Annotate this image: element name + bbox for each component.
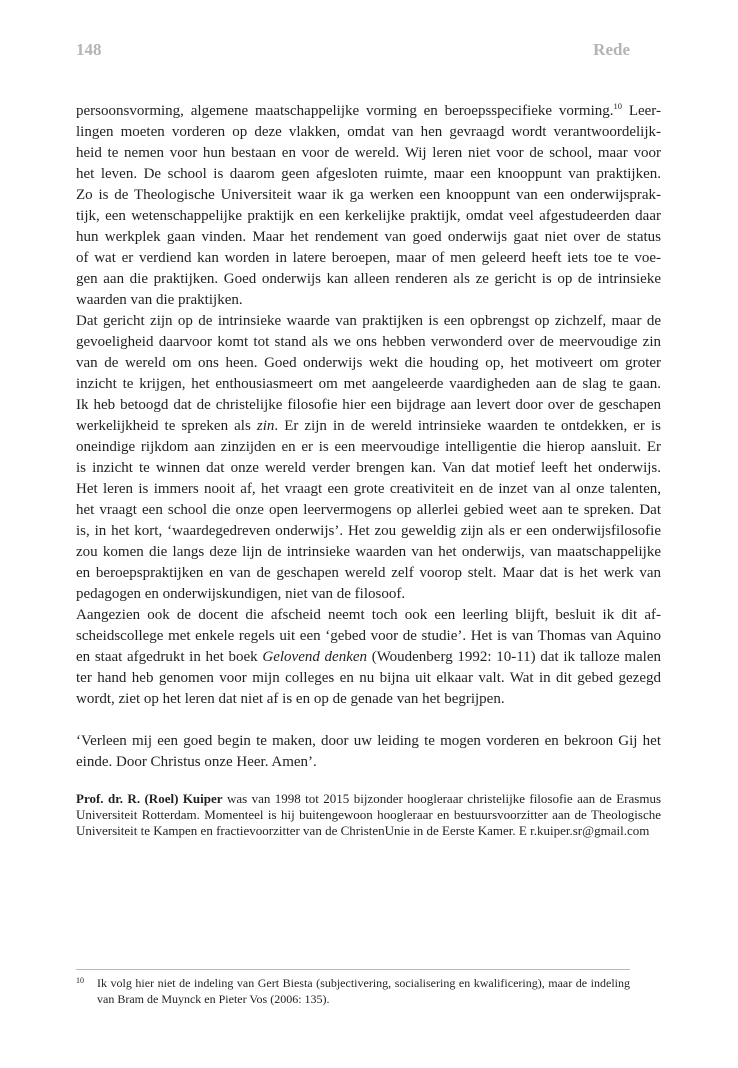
text-line: oneindige rijkdom aan zinzijden en er is een meervoudige intelligentie die hierop aansluit. Er [76, 439, 661, 455]
text-line [76, 416, 661, 437]
text-line: Ik volg hier niet de indeling van Gert Biesta (subjectivering, socialisering en kwalificering), maar de indeling [97, 976, 630, 990]
author-email: r.kuiper.sr@gmail.com [530, 823, 650, 838]
text-line: gen aan die praktijken. Goed onderwijs kan alleen renderen als ze gericht is op de intrinsieke [76, 271, 661, 287]
book-title: Gelovend denken [262, 649, 368, 665]
text-segment: werkelijkheid te spreken als [76, 418, 257, 434]
author-name: Prof. dr. R. (Roel) Kuiper [76, 791, 223, 806]
footnote-separator [76, 969, 630, 970]
text-line: en beroepspraktijken en van de geschapen wereld zelf voorop stelt. Maar dat is het werk van [76, 565, 661, 581]
text-line: het leven. De school is daarom geen afgesloten ruimte, maar een knooppunt van praktijken. [76, 166, 661, 182]
text-line: het vraagt een school die onze open leervermogens op allerlei gebied weet aan te spreken. Dat [76, 502, 661, 518]
paragraph [76, 101, 661, 311]
text-segment: was van 1998 tot 2015 bijzonder hoogleraar christelijke filosofie aan de Erasmus [222, 791, 662, 806]
text-line: Ik heb betoogd dat de christelijke filosofie hier een bijdrage aan levert door over de geschapen [76, 397, 661, 413]
emphasis: zin [256, 418, 275, 434]
text-segment: . Er zijn in de wereld intrinsieke waarden te ontdekken, er is [274, 418, 661, 434]
text-line: hun werkplek gaan vinden. Maar het rendement van goed onderwijs gaat niet over de status [76, 229, 661, 245]
text-line: heid te nemen voor hun bestaan en voor de wereld. Wij leren niet voor de school, maar voor [76, 145, 661, 161]
text-line: Dat gericht zijn op de intrinsieke waarde van praktijken is een opbrengst op zichzelf, maar de [76, 313, 661, 329]
text-line: einde. Door Christus onze Heer. Amen’. [76, 754, 317, 770]
text-segment: persoonsvorming, algemene maatschappelijke vorming en beroepsspecifieke vorming. [76, 103, 614, 119]
text-line: ter hand heb genomen voor mijn colleges en nu bijna uit elkaar valt. Wat in dit gebed gezegd [76, 670, 661, 686]
text-line: ‘Verleen mij een goed begin te maken, door uw leiding te mogen vorderen en bekroon Gij het [76, 733, 661, 749]
footnote [76, 975, 630, 1007]
text-line [76, 823, 661, 839]
text-line: gevoeligheid daarvoor komt tot stand als we ons hebben verwonderd over de meervoudige zin [76, 334, 661, 350]
text-line: van de wereld om ons heen. Goed onderwijs wekt die houding op, het motiveert om groter [76, 355, 661, 371]
text-line: scheidscollege met enkele regels uit een ‘gebed voor de studie’. Het is van Thomas van Aquino [76, 628, 661, 644]
text-line: of wat er verdiend kan worden in latere beroepen, maar of men geleerd heeft iets toe te voe- [76, 250, 661, 266]
text-line: van Bram de Muynck en Pieter Vos (2006: 135). [97, 992, 330, 1006]
text-segment: Universiteit te Kampen en fractievoorzitter van de ChristenUnie in de Eerste Kamer. E [76, 823, 531, 838]
paragraph [76, 605, 661, 710]
text-segment: Leer- [622, 103, 661, 119]
text-line: tijk, een wetenschappelijke praktijk en een kerkelijke praktijk, omdat veel afgestudeerden daar [76, 208, 661, 224]
text-line: Aangezien ook de docent die afscheid neemt toch ook een leerling blijft, besluit ik dit af- [76, 607, 661, 623]
article-body [76, 101, 661, 773]
page-number: 148 [76, 40, 102, 59]
footnote-text [97, 975, 630, 1007]
text-segment: en staat afgedrukt in het boek [76, 649, 263, 665]
author-bio [76, 791, 661, 839]
running-header [76, 40, 630, 60]
footnote-reference: 10 [613, 101, 622, 111]
text-line [76, 101, 661, 122]
text-segment: (Woudenberg 1992: 10-11) dat ik talloze malen [367, 649, 662, 665]
text-line: pedagogen en onderwijskundigen, niet van de filosoof. [76, 586, 406, 602]
text-line: inzicht te krijgen, het enthousiasmeert om met aangeleerde vaardigheden aan de slag te gaan. [76, 376, 661, 392]
text-line: zou komen die langs deze lijn de intrinsieke waarden van het onderwijs, van maatschappelijke [76, 544, 661, 560]
text-line [76, 647, 661, 668]
prayer-quote [76, 731, 661, 773]
text-line [76, 791, 661, 807]
text-line: lingen moeten vorderen op deze vlakken, omdat van hen gevraagd wordt verantwoordelijk- [76, 124, 661, 140]
paragraph [76, 311, 661, 605]
text-line: is, in het kort, ‘waardegedreven onderwijs’. Het zou geweldig zijn als er een onderwijsfilosofie [76, 523, 661, 539]
text-line: Zo is de Theologische Universiteit waar ik ga werken een knooppunt van een onderwijsprak- [76, 187, 661, 203]
text-line: Het leren is immers nooit af, het vraagt een grote creativiteit en de inzet van al onze talenten, [76, 481, 661, 497]
text-line: waarden van die praktijken. [76, 292, 243, 308]
running-title: Rede [593, 40, 630, 59]
text-line: Universiteit Rotterdam. Momenteel is hij buitengewoon hoogleraar en bestuursvoorzitter aan de Theologische [76, 807, 661, 822]
text-line: is inzicht te winnen dat onze wereld verder brengen kan. Van dat motief leeft het onderwijs. [76, 460, 661, 476]
footnote-number: 10 [76, 976, 84, 985]
text-line: wordt, ziet op het leren dat niet af is en op de genade van het begrijpen. [76, 691, 505, 707]
